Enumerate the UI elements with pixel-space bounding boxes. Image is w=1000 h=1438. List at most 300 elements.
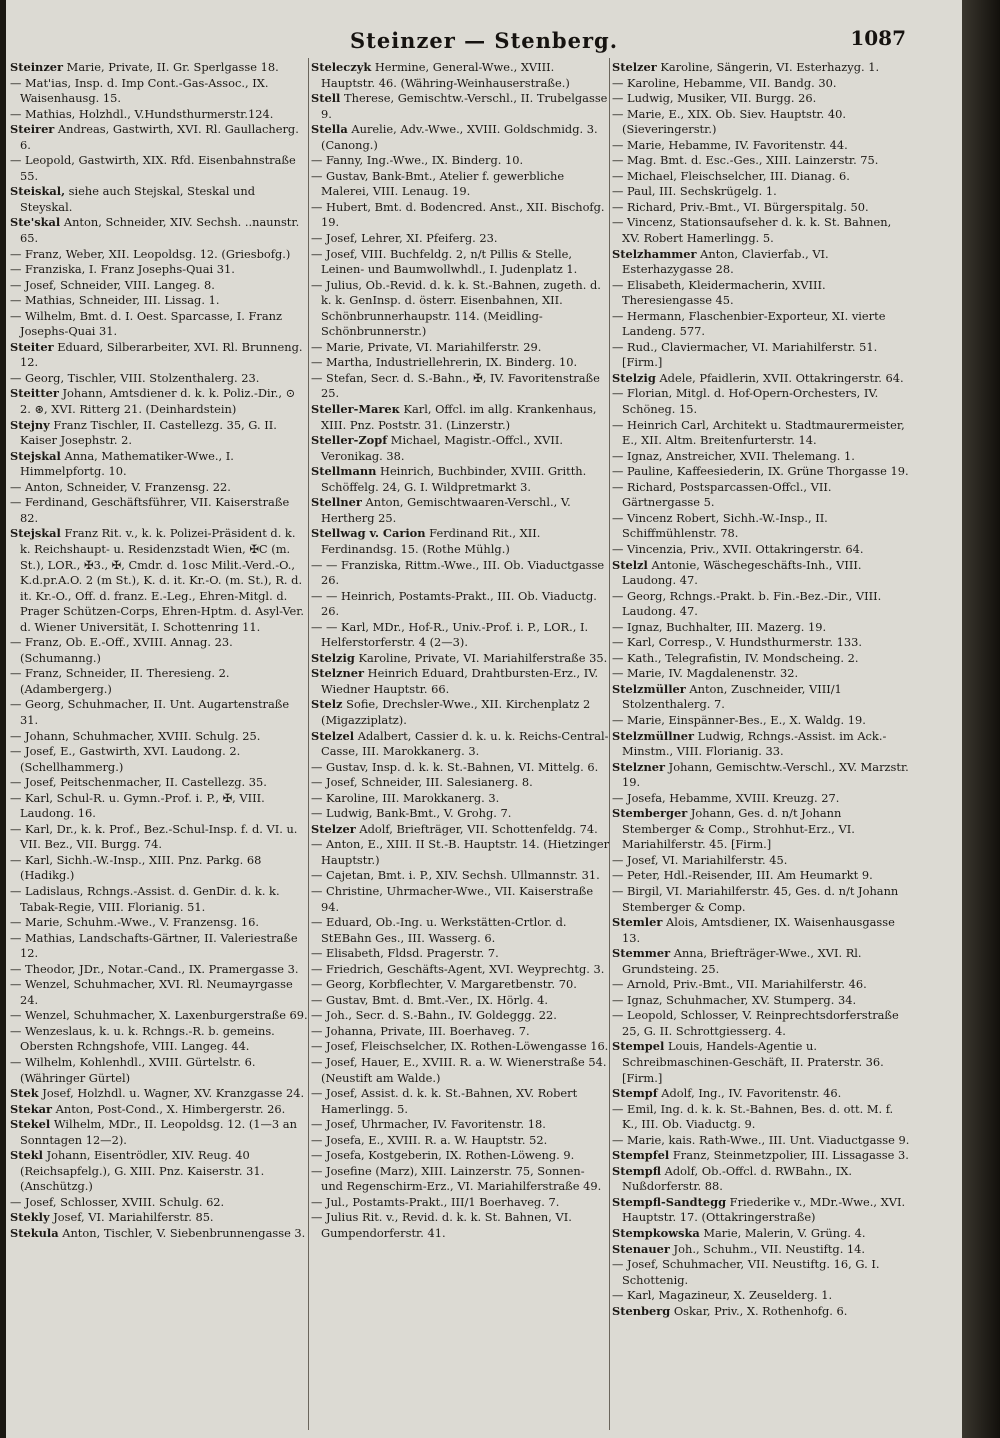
entry-details: — Ludwig, Musiker, VII. Burgg. 26.: [612, 91, 817, 106]
entry-details: — Josef, Assist. d. k. k. St.-Bahnen, XV. Robert Hamerlingg. 5.: [311, 1086, 578, 1116]
directory-entry: [311, 1164, 609, 1195]
directory-entry: [311, 1210, 609, 1241]
entry-surname: Steitter: [10, 386, 59, 401]
entry-details: Johann, Amtsdiener d. k. k. Poliz.-Dir., ⊙ 2. ⊛, XVI. Ritterg 21. (Deinhardstein): [20, 386, 296, 417]
entry-details: — Richard, Postsparcassen-Offcl., VII. Gärtnergasse 5.: [612, 479, 832, 510]
entry-details: Johann, Gemischtw.-Verschl., XV. Marzstr. 19.: [622, 759, 909, 790]
entry-details: — Kath., Telegrafistin, IV. Mondscheing. 2.: [612, 650, 859, 665]
directory-entry: [311, 247, 609, 278]
entry-details: Eduard, Silberarbeiter, XVI. Rl. Brunneng. 12.: [20, 339, 303, 370]
directory-entry: [612, 729, 910, 760]
entry-details: — Anton, Schneider, V. Franzensg. 22.: [10, 479, 231, 494]
directory-entry: [612, 1164, 910, 1195]
entry-details: — Cajetan, Bmt. i. P., XIV. Sechsh. Ullmannstr. 31.: [311, 868, 600, 883]
entry-details: Franz, Steinmetzpolier, III. Lissagasse 3.: [669, 1148, 909, 1163]
directory-entry: [612, 418, 910, 449]
entry-details: — Wilhelm, Bmt. d. I. Oest. Sparcasse, I. Franz Josephs-Quai 31.: [10, 308, 282, 339]
book-edge: [962, 0, 1000, 1438]
entry-surname: Steiskal,: [10, 184, 66, 199]
entry-details: — Mag. Bmt. d. Esc.-Ges., XIII. Lainzerstr. 75.: [612, 153, 879, 168]
directory-entry: [10, 666, 308, 697]
entry-details: — Karoline, Hebamme, VII. Bandg. 30.: [612, 75, 837, 90]
entry-details: Friederike v., MDr.-Wwe., XVI. Hauptstr. 17. (Ottakringerstraße): [622, 1194, 906, 1225]
entry-details: — Friedrich, Geschäfts-Agent, XVI. Weyprechtg. 3.: [311, 961, 605, 976]
directory-entry: [10, 371, 308, 387]
entry-details: — Josef, Hauer, E., XVIII. R. a. W. Wienerstraße 54. (Neustift am Walde.): [311, 1055, 607, 1085]
entry-details: — Franz, Schneider, II. Theresieng. 2. (Adambergerg.): [10, 666, 230, 696]
entry-details: — Florian, Mitgl. d. Hof-Opern-Orchesters, IV. Schöneg. 15.: [612, 386, 879, 417]
page-number: 1087: [850, 26, 906, 50]
entry-details: Johann, Eisentrödler, XIV. Reug. 40 (Reichsapfelg.), G. XIII. Pnz. Kaiserstr. 31. (Anschützg.): [20, 1148, 265, 1194]
entry-details: — Ladislaus, Rchngs.-Assist. d. GenDir. d. k. k. Tabak-Regie, VIII. Florianig. 51.: [10, 883, 280, 914]
entry-details: — Georg, Korbflechter, V. Margaretbenstr. 70.: [311, 977, 577, 992]
directory-entry: [10, 1226, 308, 1242]
directory-entry: [612, 558, 910, 589]
entry-details: Heinrich, Buchbinder, XVIII. Gritth. Schöffelg. 24, G. I. Wildpretmarkt 3.: [321, 464, 587, 494]
directory-entry: [612, 666, 910, 682]
directory-entry: [612, 620, 910, 636]
directory-entry: [311, 60, 609, 91]
entry-details: — Josef, Schneider, VIII. Langeg. 8.: [10, 277, 215, 292]
entry-details: — Mathias, Holzhdl., V.Hundsthurmerstr.124.: [10, 106, 274, 121]
directory-column-2: [311, 60, 609, 1430]
directory-entry: [311, 355, 609, 371]
directory-entry: [612, 806, 910, 853]
directory-entry: [612, 1008, 910, 1039]
entry-details: — Marie, Hebamme, IV. Favoritenstr. 44.: [612, 137, 848, 152]
entry-details: — Joh., Secr. d. S.-Bahn., IV. Goldeggg. 22.: [311, 1008, 557, 1023]
directory-entry: [612, 1102, 910, 1133]
directory-entry: [10, 1102, 308, 1118]
entry-details: Hermine, General-Wwe., XVIII. Hauptstr. 46. (Währing-Weinhauserstraße.): [321, 60, 570, 90]
directory-entry: [10, 449, 308, 480]
directory-entry: [612, 1288, 910, 1304]
directory-entry: [612, 713, 910, 729]
directory-entry: [311, 526, 609, 557]
directory-entry: [10, 1195, 308, 1211]
directory-entry: [10, 107, 308, 123]
directory-entry: [612, 635, 910, 651]
entry-surname: Stelzer: [311, 821, 356, 836]
directory-entry: [612, 993, 910, 1009]
directory-entry: [10, 822, 308, 853]
directory-entry: [612, 1304, 910, 1320]
directory-entry: [612, 1148, 910, 1164]
entry-details: Adolf, Ob.-Offcl. d. RWBahn., IX. Nußdorferstr. 88.: [622, 1163, 853, 1194]
directory-entry: [612, 1195, 910, 1226]
directory-entry: [10, 386, 308, 417]
entry-surname: Stek: [10, 1086, 39, 1101]
entry-details: Ludwig, Rchngs.-Assist. im Ack.-Minstm., VIII. Florianig. 33.: [622, 728, 887, 759]
entry-details: Andreas, Gastwirth, XVI. Rl. Gaullacherg. 6.: [20, 122, 299, 152]
entry-details: — Josef, Schlosser, XVIII. Schulg. 62.: [10, 1194, 225, 1209]
directory-entry: [612, 651, 910, 667]
entry-details: — Leopold, Schlosser, V. Reinprechtsdorferstraße 25, G. II. Schrottgiesserg. 4.: [612, 1008, 899, 1038]
directory-entry: [311, 589, 609, 620]
entry-details: — Josef, Peitschenmacher, II. Castellezg. 35.: [10, 775, 267, 790]
directory-entry: [612, 169, 910, 185]
directory-entry: [612, 309, 910, 340]
directory-entry: [311, 915, 609, 946]
entry-details: — Karl, Corresp., V. Hundsthurmerstr. 133.: [612, 635, 862, 650]
directory-entry: [612, 107, 910, 138]
entry-surname: Stemmer: [612, 946, 671, 961]
entry-surname: Stelzig: [311, 650, 355, 665]
directory-entry: [10, 60, 308, 76]
directory-entry: [10, 962, 308, 978]
directory-entry: [311, 806, 609, 822]
entry-surname: Steleczyk: [311, 60, 372, 74]
entry-surname: Stemler: [612, 915, 663, 930]
directory-entry: [311, 1039, 609, 1055]
entry-details: Anton, Post-Cond., X. Himbergerstr. 26.: [52, 1101, 286, 1116]
entry-details: — Franz, Ob. E.-Off., XVIII. Annag. 23. (Schumanng.): [10, 635, 233, 665]
entry-details: Michael, Magistr.-Offcl., XVII. Veronikag. 38.: [321, 433, 563, 463]
entry-details: — Mat'ias, Insp. d. Imp Cont.-Gas-Assoc., IX. Waisenhausg. 15.: [10, 75, 269, 106]
directory-entry: [10, 293, 308, 309]
entry-surname: Steller-Mareк: [311, 402, 400, 417]
entry-details: — Hermann, Flaschenbier-Exporteur, XI. vierte Landeng. 577.: [612, 308, 886, 339]
directory-entry: [10, 1148, 308, 1195]
directory-entry: [612, 511, 910, 542]
entry-details: — Georg, Rchngs.-Prakt. b. Fin.-Bez.-Dir., VIII. Laudong. 47.: [612, 588, 882, 619]
entry-surname: Stelzig: [612, 370, 656, 385]
entry-details: — Gustav, Insp. d. k. k. St.-Bahnen, VI. Mittelg. 6.: [311, 759, 599, 774]
entry-details: — Pauline, Kaffeesiederin, IX. Grüne Thorgasse 19.: [612, 464, 909, 479]
entry-surname: Stellner: [311, 495, 362, 510]
entry-surname: Stekl: [10, 1148, 43, 1163]
entry-details: — Georg, Tischler, VIII. Stolzenthalerg. 23.: [10, 370, 260, 385]
entry-details: — Johanna, Private, III. Boerhaveg. 7.: [311, 1023, 530, 1038]
entry-details: Louis, Handels-Agentie u. Schreibmaschinen-Geschäft, II. Praterstr. 36. [Firm.]: [622, 1039, 884, 1085]
entry-details: Josef, Holzhdl. u. Wagner, XV. Kranzgasse 24.: [38, 1086, 305, 1101]
entry-details: Anton, Tischler, V. Siebenbrunnengasse 3.: [58, 1226, 306, 1241]
entry-details: — Josef, VI. Mariahilferstr. 45.: [612, 852, 788, 867]
directory-entry: [311, 760, 609, 776]
entry-details: — Ferdinand, Geschäftsführer, VII. Kaiserstraße 82.: [10, 495, 290, 525]
entry-surname: Stenberg: [612, 1303, 671, 1318]
directory-entry: [311, 200, 609, 231]
entry-surname: Stella: [311, 122, 348, 137]
entry-details: — Marie, kais. Rath-Wwe., III. Unt. Viaductgasse 9.: [612, 1132, 910, 1147]
column-divider: [609, 58, 610, 1430]
directory-column-3: [612, 60, 910, 1430]
directory-page: [6, 0, 962, 1438]
directory-entry: [10, 418, 308, 449]
entry-details: Josef, VI. Mariahilferstr. 85.: [49, 1210, 214, 1225]
directory-entry: [10, 1024, 308, 1055]
entry-details: — Anton, E., XIII. II St.-B. Hauptstr. 14. (Hietzinger Hauptstr.): [311, 837, 609, 867]
directory-entry: [10, 1117, 308, 1148]
directory-entry: [612, 386, 910, 417]
entry-surname: Stemberger: [612, 806, 688, 821]
directory-entry: [612, 977, 910, 993]
entry-details: — Vincenz Robert, Sichh.-W.-Insp., II. Schiffmühlenstr. 78.: [612, 510, 828, 541]
entry-surname: Stellwag v. Carion: [311, 526, 426, 541]
directory-entry: [311, 1117, 609, 1133]
entry-details: — Franziska, I. Franz Josephs-Quai 31.: [10, 262, 235, 277]
directory-entry: [612, 1242, 910, 1258]
entry-details: — Peter, Hdl.-Reisender, III. Am Heumarkt 9.: [612, 868, 873, 883]
entry-details: Marie, Malerin, V. Grüng. 4.: [699, 1226, 866, 1241]
entry-details: Karl, Offcl. im allg. Krankenhaus, XIII. Pnz. Poststr. 31. (Linzerstr.): [321, 402, 597, 432]
entry-details: Wilhelm, MDr., II. Leopoldsg. 12. (1—3 an Sonntagen 12—2).: [20, 1117, 297, 1147]
directory-entry: [612, 200, 910, 216]
directory-entry: [612, 278, 910, 309]
directory-entry: [612, 884, 910, 915]
directory-entry: [311, 729, 609, 760]
directory-entry: [311, 91, 609, 122]
entry-details: Anton, Zuschneider, VIII/1 Stolzenthalerg. 7.: [622, 681, 842, 712]
directory-entry: [10, 775, 308, 791]
directory-entry: [612, 91, 910, 107]
entry-surname: Steiter: [10, 339, 54, 354]
directory-entry: [612, 184, 910, 200]
entry-surname: Stelzmüllner: [612, 728, 695, 743]
directory-entry: [311, 651, 609, 667]
entry-details: Anton, Clavierfab., VI. Esterhazygasse 28.: [622, 246, 829, 277]
directory-entry: [311, 1148, 609, 1164]
entry-surname: Steirer: [10, 122, 55, 137]
entry-details: — Josef, Schuhmacher, VII. Neustiftg. 16, G. I. Schottenig.: [612, 1257, 880, 1287]
entry-details: siehe auch Stejskal, Steskal und Steyskal.: [20, 184, 256, 214]
entry-details: — Wenzel, Schuhmacher, X. Laxenburgerstraße 69.: [10, 1008, 308, 1023]
entry-details: — Georg, Schuhmacher, II. Unt. Augartenstraße 31.: [10, 697, 290, 727]
entry-surname: Stelzel: [311, 728, 355, 743]
entry-surname: Stekula: [10, 1226, 59, 1241]
directory-entry: [10, 915, 308, 931]
entry-details: — Rud., Claviermacher, VI. Mariahilferstr. 51. [Firm.]: [612, 339, 878, 370]
entry-details: — Hubert, Bmt. d. Bodencred. Anst., XII. Bischofg. 19.: [311, 199, 605, 230]
entry-details: Antonie, Wäschegeschäfts-Inh., VIII. Laudong. 47.: [622, 557, 862, 588]
directory-entry: [311, 1024, 609, 1040]
directory-entry: [612, 449, 910, 465]
directory-entry: [311, 402, 609, 433]
entry-surname: Stelzner: [311, 666, 365, 681]
directory-entry: [612, 153, 910, 169]
directory-entry: [612, 1257, 910, 1288]
directory-entry: [311, 169, 609, 200]
entry-details: Therese, Gemischtw.-Verschl., II. Trubelgasse 9.: [321, 91, 608, 121]
entry-details: — Ludwig, Bank-Bmt., V. Grohg. 7.: [311, 806, 512, 821]
entry-details: — Elisabeth, Kleidermacherin, XVIII. Theresiengasse 45.: [612, 277, 826, 308]
entry-details: — Wilhelm, Kohlenhdl., XVIII. Gürtelstr. 6. (Währinger Gürtel): [10, 1055, 256, 1085]
entry-details: — Theodor, JDr., Notar.-Cand., IX. Pramergasse 3.: [10, 961, 299, 976]
entry-details: — Paul, III. Sechskrügelg. 1.: [612, 184, 777, 199]
entry-details: — — Franziska, Rittm.-Wwe., III. Ob. Viaductgasse 26.: [311, 557, 605, 588]
entry-details: — Mathias, Landschafts-Gärtner, II. Valeriestraße 12.: [10, 930, 298, 961]
entry-details: — Josefa, Kostgeberin, IX. Rothen-Löweng. 9.: [311, 1148, 575, 1163]
entry-surname: Stekel: [10, 1117, 51, 1132]
directory-entry: [612, 464, 910, 480]
directory-entry: [10, 697, 308, 728]
directory-entry: [612, 1133, 910, 1149]
directory-entry: [10, 884, 308, 915]
entry-details: Alois, Amtsdiener, IX. Waisenhausgasse 13.: [622, 915, 895, 945]
directory-entry: [10, 1008, 308, 1024]
directory-entry: [311, 666, 609, 697]
directory-entry: [311, 697, 609, 728]
directory-entry: [612, 589, 910, 620]
entry-surname: Stelzer: [612, 60, 657, 74]
entry-details: — Wenzel, Schuhmacher, XVI. Rl. Neumayrgasse 24.: [10, 977, 293, 1007]
directory-entry: [10, 1210, 308, 1226]
entry-details: — Elisabeth, Fldsd. Pragerstr. 7.: [311, 946, 499, 961]
directory-entry: [612, 682, 910, 713]
entry-details: — Leopold, Gastwirth, XIX. Rfd. Eisenbahnstraße 55.: [10, 153, 296, 183]
entry-details: — Eduard, Ob.-Ing. u. Werkstätten-Crtlor. d. StEBahn Ges., III. Wasserg. 6.: [311, 915, 567, 945]
entry-details: Adele, Pfaidlerin, XVII. Ottakringerstr. 64.: [655, 370, 904, 385]
entry-details: — Jul., Postamts-Prakt., III/1 Boerhaveg. 7.: [311, 1194, 560, 1209]
directory-entry: [612, 371, 910, 387]
entry-details: — Karl, Schul-R. u. Gymn.-Prof. i. P., ✠, VIII. Laudong. 16.: [10, 790, 265, 821]
directory-entry: [10, 480, 308, 496]
entry-details: Karoline, Private, VI. Mariahilferstraße 35.: [354, 650, 608, 665]
entry-details: Anna, Mathematiker-Wwe., I. Himmelpfortg. 10.: [20, 448, 234, 479]
entry-details: Anna, Briefträger-Wwe., XVI. Rl. Grundsteing. 25.: [622, 946, 862, 976]
entry-details: Adolf, Briefträger, VII. Schottenfeldg. 74.: [355, 821, 598, 836]
entry-details: — Birgil, VI. Mariahilferstr. 45, Ges. d. n/t Johann Stemberger & Comp.: [612, 883, 899, 914]
entry-details: — Josefa, E., XVIII. R. a. W. Hauptstr. 52.: [311, 1132, 548, 1147]
entry-details: — Ignaz, Schuhmacher, XV. Stumperg. 34.: [612, 992, 857, 1007]
entry-surname: Steinzer: [10, 60, 64, 74]
directory-entry: [311, 1086, 609, 1117]
entry-details: — Wenzeslaus, k. u. k. Rchngs.-R. b. gemeins. Obersten Rchngshofe, VIII. Langeg. 44.: [10, 1023, 275, 1054]
directory-entry: [10, 309, 308, 340]
entry-details: — Marie, Einspänner-Bes., E., X. Waldg. 19.: [612, 712, 866, 727]
entry-surname: Stempel: [612, 1039, 665, 1054]
entry-details: — Karl, Magazineur, X. Zeuselderg. 1.: [612, 1288, 833, 1303]
entry-surname: Stejny: [10, 417, 50, 432]
directory-entry: [612, 1226, 910, 1242]
entry-details: — Heinrich Carl, Architekt u. Stadtmaurermeister, E., XII. Altm. Breitenfurterstr. 14.: [612, 417, 905, 448]
entry-details: — Julius Rit. v., Revid. d. k. k. St. Bahnen, VI. Gumpendorferstr. 41.: [311, 1210, 572, 1241]
entry-details: Adolf, Ing., IV. Favoritenstr. 46.: [657, 1086, 842, 1101]
directory-entry: [612, 542, 910, 558]
entry-details: — Marie, Schuhm.-Wwe., V. Franzensg. 16.: [10, 915, 259, 930]
directory-entry: [10, 278, 308, 294]
directory-entry: [311, 837, 609, 868]
directory-entry: [311, 371, 609, 402]
directory-entry: [311, 822, 609, 838]
directory-entry: [612, 247, 910, 278]
entry-details: Anton, Schneider, XIV. Sechsh. ..naunstr. 65.: [20, 215, 300, 246]
entry-details: — Johann, Schuhmacher, XVIII. Schulg. 25.: [10, 728, 261, 743]
entry-details: — Arnold, Priv.-Bmt., VII. Mariahilferstr. 46.: [612, 977, 867, 992]
directory-entry: [311, 993, 609, 1009]
directory-entry: [612, 215, 910, 246]
entry-details: — Josefa, Hebamme, XVIII. Kreuzg. 27.: [612, 790, 840, 805]
directory-entry: [311, 1008, 609, 1024]
entry-details: Ferdinand Rit., XII. Ferdinandsg. 15. (Rothe Mühlg.): [321, 526, 541, 556]
entry-details: — Marie, Private, VI. Mariahilferstr. 29.: [311, 339, 542, 354]
entry-details: Oskar, Priv., X. Rothenhofg. 6.: [670, 1303, 848, 1318]
directory-entry: [10, 791, 308, 822]
entry-details: — Vincenz, Stationsaufseher d. k. k. St. Bahnen, XV. Robert Hamerlingg. 5.: [612, 215, 892, 246]
directory-entry: [612, 480, 910, 511]
entry-surname: Stelzhammer: [612, 246, 697, 261]
directory-entry: [612, 868, 910, 884]
entry-details: — — Heinrich, Postamts-Prakt., III. Ob. Viaductg. 26.: [311, 588, 597, 619]
entry-details: — Franz, Weber, XII. Leopoldsg. 12. (Griesbofg.): [10, 246, 291, 261]
entry-details: — Josef, VIII. Buchfeldg. 2, n/t Pillis & Stelle, Leinen- und Baumwollwhdl., I. Judenplatz 1.: [311, 246, 578, 277]
entry-surname: Steller-Zopf: [311, 433, 388, 448]
entry-surname: Stempfl-Sandtegg: [612, 1194, 727, 1209]
directory-entry: [311, 122, 609, 153]
entry-details: — Josef, E., Gastwirth, XVI. Laudong. 2. (Schellhammerg.): [10, 744, 241, 774]
entry-surname: Stempkowska: [612, 1226, 700, 1241]
entry-details: Aurelie, Adv.-Wwe., XVIII. Goldschmidg. 3. (Canong.): [321, 122, 598, 152]
entry-details: — Martha, Industriellehrerin, IX. Binderg. 10.: [311, 355, 578, 370]
directory-entry: [612, 760, 910, 791]
entry-surname: Stejskal: [10, 526, 61, 541]
directory-entry: [612, 60, 910, 76]
entry-surname: Stekly: [10, 1210, 50, 1225]
entry-details: — Josefine (Marz), XIII. Lainzerstr. 75, Sonnen- und Regenschirm-Erz., VI. Mariahilferstraße 49.: [311, 1163, 602, 1194]
entry-details: — Stefan, Secr. d. S.-Bahn., ✠, IV. Favoritenstraße 25.: [311, 370, 600, 401]
directory-entry: [10, 153, 308, 184]
entry-details: — Vincenzia, Priv., XVII. Ottakringerstr. 64.: [612, 541, 864, 556]
directory-entry: [10, 635, 308, 666]
entry-details: Karoline, Sängerin, VI. Esterhazyg. 1.: [656, 60, 880, 74]
entry-details: — Michael, Fleischselcher, III. Dianag. 6.: [612, 168, 850, 183]
entry-details: — Christine, Uhrmacher-Wwe., VII. Kaiserstraße 94.: [311, 883, 594, 914]
page-title: Steinzer — Stenberg.: [349, 28, 619, 53]
directory-entry: [311, 620, 609, 651]
entry-details: Johann, Ges. d. n/t Johann Stemberger & Comp., Strohhut-Erz., VI. Mariahilferstr. 45. [Firm.]: [622, 806, 855, 852]
entry-details: — Emil, Ing. d. k. k. St.-Bahnen, Bes. d. ott. M. f. K., III. Ob. Viaductg. 9.: [612, 1101, 894, 1132]
directory-entry: [311, 495, 609, 526]
directory-entry: [311, 1195, 609, 1211]
directory-entry: [10, 247, 308, 263]
directory-entry: [311, 153, 609, 169]
entry-details: Anton, Gemischtwaaren-Verschl., V. Hertherg 25.: [321, 495, 571, 525]
directory-entry: [311, 340, 609, 356]
entry-surname: Stejskal: [10, 448, 61, 463]
entry-surname: Stempfl: [612, 1163, 662, 1178]
directory-entry: [10, 184, 308, 215]
directory-entry: [10, 215, 308, 246]
directory-entry: [311, 278, 609, 340]
directory-entry: [10, 1086, 308, 1102]
entry-details: — Josef, Fleischselcher, IX. Rothen-Löwengasse 16.: [311, 1039, 609, 1054]
entry-surname: Stempfel: [612, 1148, 670, 1163]
directory-entry: [612, 76, 910, 92]
directory-entry: [612, 853, 910, 869]
entry-details: Franz Tischler, II. Castellezg. 35, G. II. Kaiser Josephstr. 2.: [20, 417, 277, 448]
directory-column-1: [10, 60, 308, 1430]
entry-surname: Stelzner: [612, 759, 666, 774]
entry-details: Sofie, Drechsler-Wwe., XII. Kirchenplatz 2 (Migazziplatz).: [321, 697, 591, 727]
directory-entry: [311, 868, 609, 884]
entry-details: — — Karl, MDr., Hof-R., Univ.-Prof. i. P., LOR., I. Helferstorferstr. 4 (2—3).: [311, 619, 589, 650]
column-divider: [308, 58, 309, 1430]
entry-surname: Stelzl: [612, 557, 648, 572]
entry-details: Adalbert, Cassier d. k. u. k. Reichs-Central-Casse, III. Marokkanerg. 3.: [321, 728, 609, 759]
entry-details: — Richard, Priv.-Bmt., VI. Bürgerspitalg. 50.: [612, 199, 869, 214]
entry-details: — Ignaz, Anstreicher, XVII. Thelemang. 1.: [612, 448, 855, 463]
directory-entry: [311, 884, 609, 915]
directory-entry: [612, 791, 910, 807]
entry-details: — Ignaz, Buchhalter, III. Mazerg. 19.: [612, 619, 827, 634]
directory-entry: [311, 962, 609, 978]
entry-surname: Ste'skal: [10, 215, 61, 230]
directory-entry: [612, 138, 910, 154]
entry-details: — Josef, Schneider, III. Salesianerg. 8.: [311, 775, 533, 790]
entry-details: — Josef, Lehrer, XI. Pfeiferg. 23.: [311, 231, 498, 246]
directory-entry: [10, 122, 308, 153]
directory-entry: [10, 729, 308, 745]
